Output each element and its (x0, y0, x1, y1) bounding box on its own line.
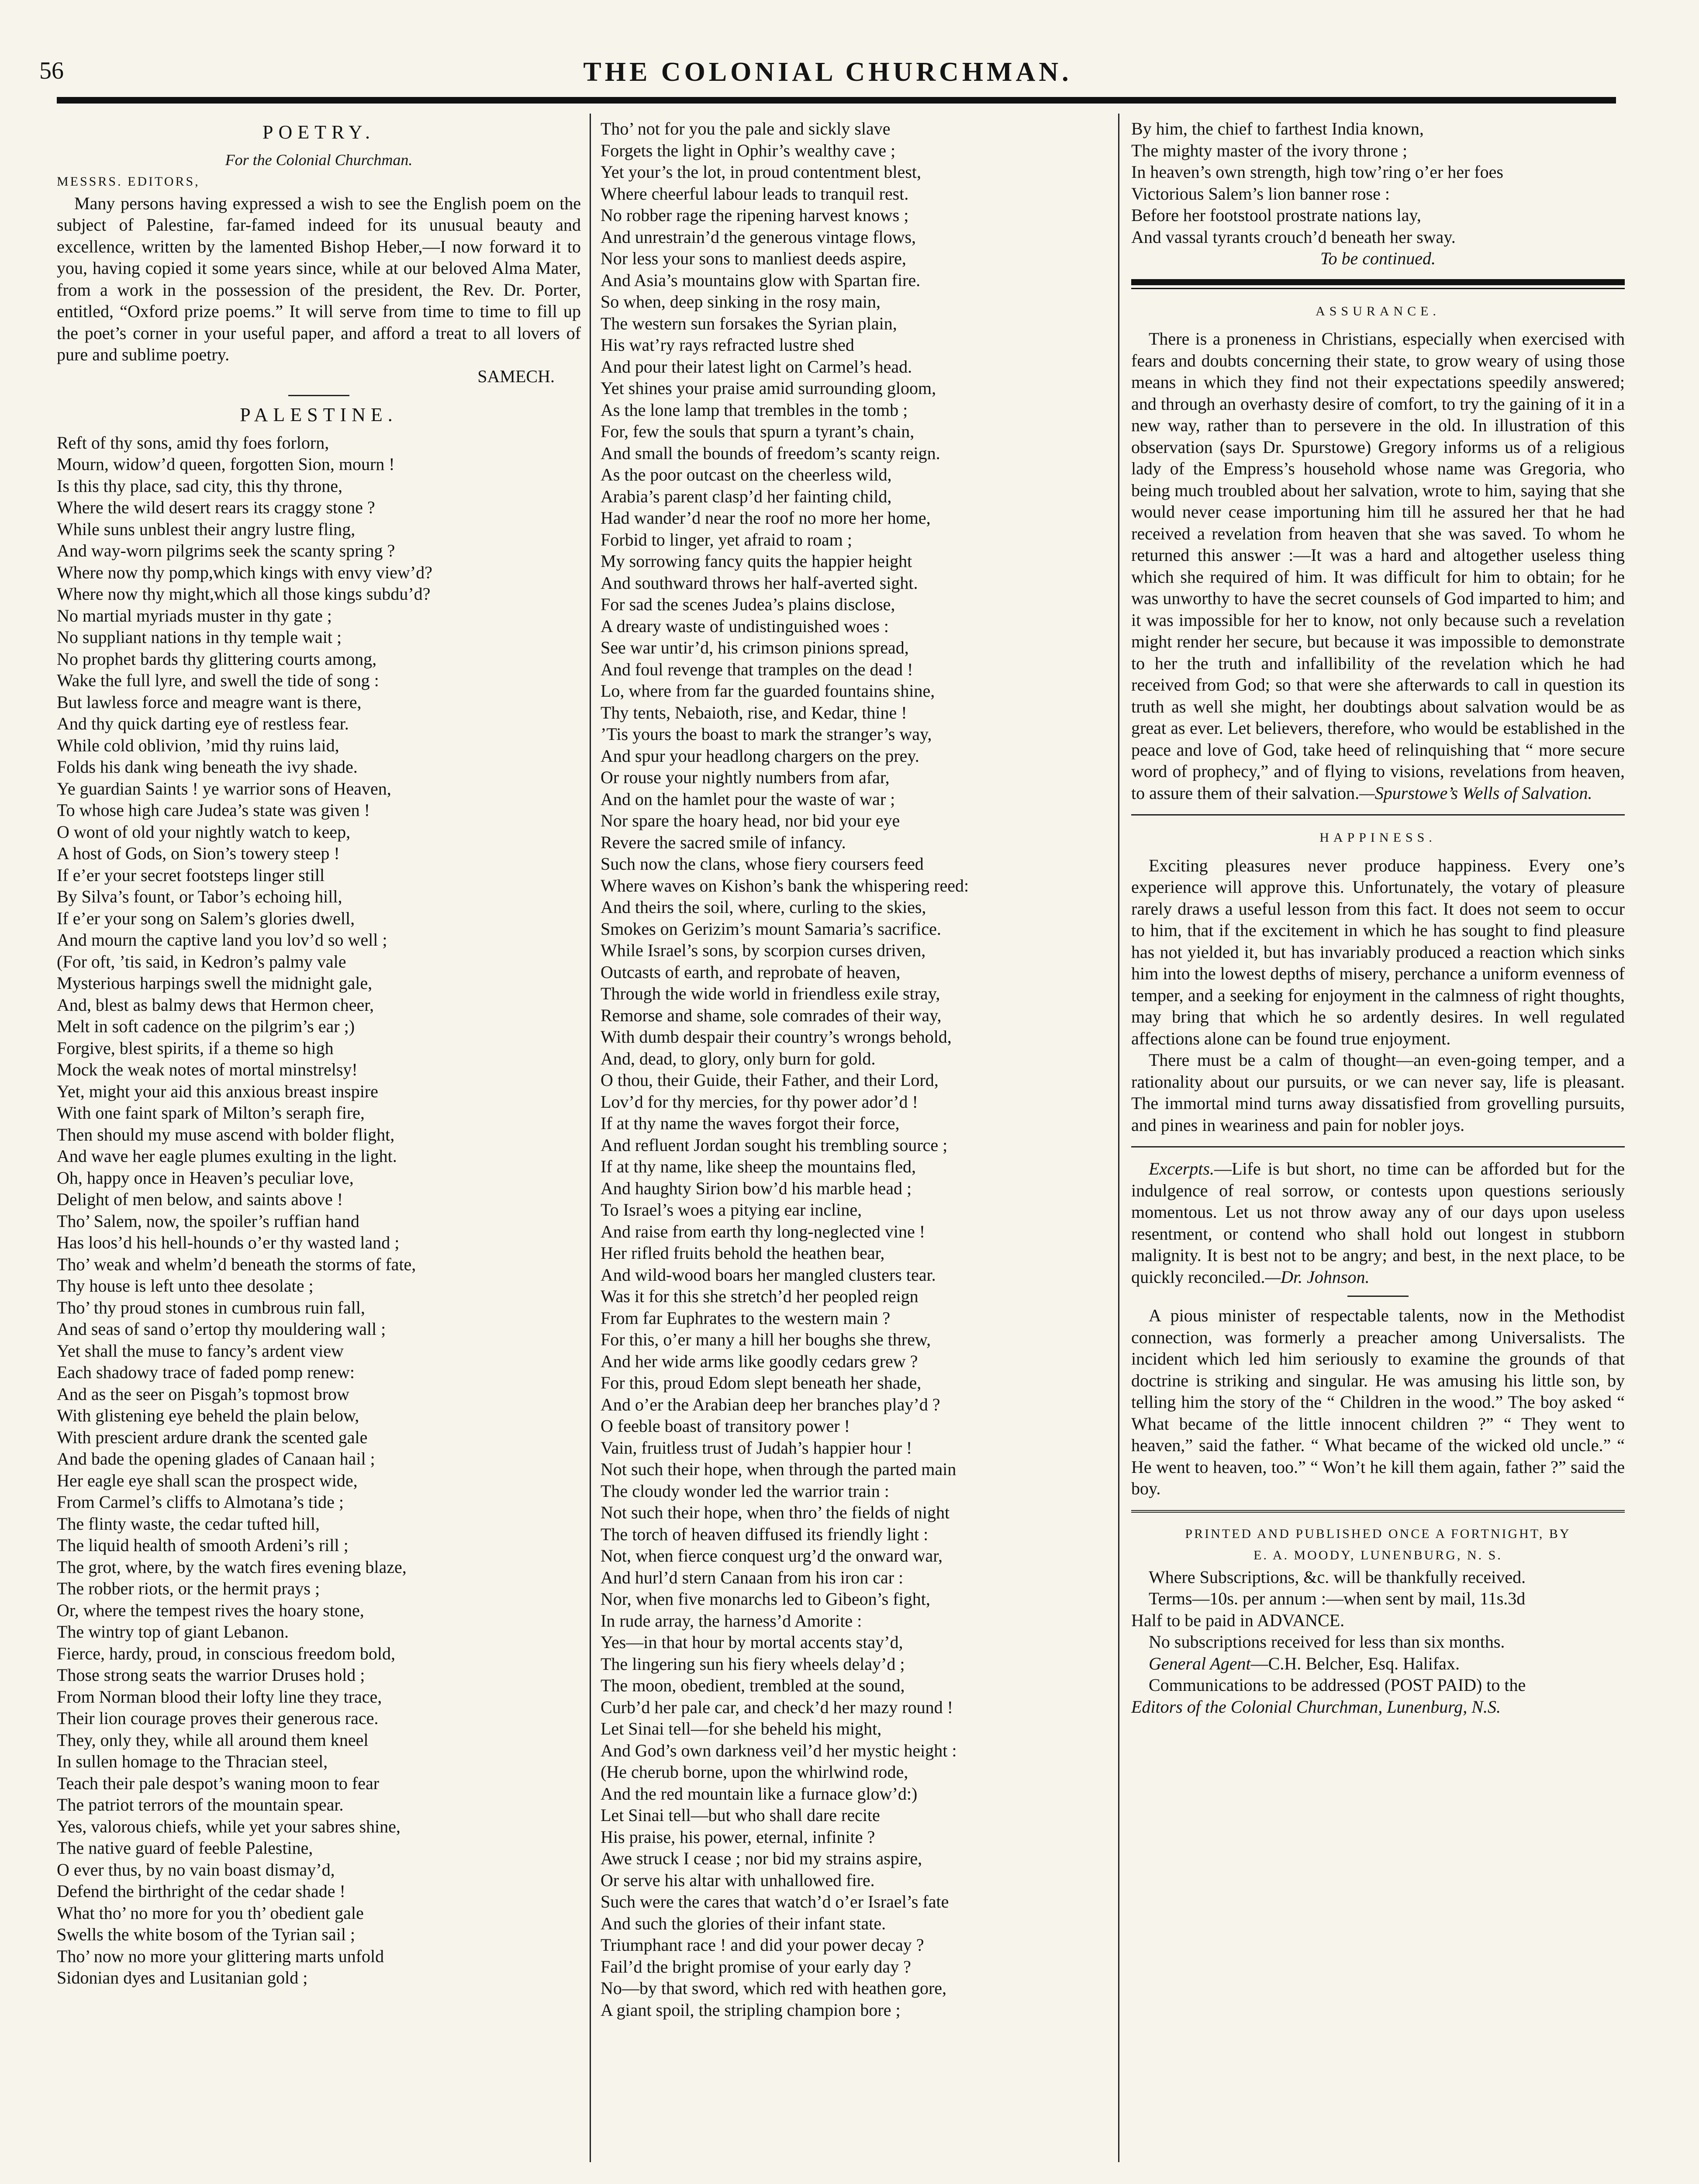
poem-line: And theirs the soil, where, curling to the skies, (601, 897, 926, 917)
poem-lines-column-3 (1131, 118, 1625, 248)
poem-line: Has loos’d his hell-hounds o’er thy wasted land ; (57, 1233, 400, 1252)
poem-line: Where the wild desert rears its craggy stone ? (57, 498, 375, 517)
poem-line: Yet, might your aid this anxious breast inspire (57, 1081, 378, 1101)
poem-line: And, dead, to glory, only burn for gold. (601, 1048, 876, 1068)
poem-line: The grot, where, by the watch fires evening blaze, (57, 1557, 407, 1577)
section-rule (1131, 279, 1625, 289)
poem-line: Let Sinai tell—for she beheld his might, (601, 1719, 882, 1738)
poem-line: Is this thy place, sad city, this thy throne, (57, 476, 342, 496)
poem-line: Curb’d her pale car, and check’d her mazy round ! (601, 1697, 953, 1717)
poem-line: And as the seer on Pisgah’s topmost brow (57, 1384, 349, 1404)
column-1 (57, 118, 581, 1989)
poem-line: From far Euphrates to the western main ? (601, 1308, 891, 1328)
poem-line: Before her footstool prostrate nations lay, (1131, 205, 1421, 225)
poem-line: Had wander’d near the roof no more her home, (601, 508, 931, 528)
poem-line: Wake the full lyre, and swell the tide of song : (57, 670, 379, 690)
imprint-line-1: PRINTED AND PUBLISHED ONCE A FORTNIGHT, BY (1185, 1526, 1571, 1541)
poem-line: No suppliant nations in thy temple wait ; (57, 627, 342, 647)
poem-line: What tho’ no more for you th’ obedient gale (57, 1903, 364, 1923)
poem-line: With prescient ardure drank the scented gale (57, 1427, 368, 1447)
poem-line: And wild-wood boars her mangled clusters tear. (601, 1265, 936, 1285)
excerpts-article (1131, 1158, 1625, 1288)
poem-lines-column-1 (57, 432, 581, 1989)
poem-line: Yes, valorous chiefs, while yet your sabres shine, (57, 1816, 401, 1836)
poem-line: No—by that sword, which red with heathen gore, (601, 1978, 947, 1998)
poem-line: Her rifled fruits behold the heathen bear, (601, 1243, 885, 1263)
poem-line: If at thy name the waves forgot their force, (601, 1113, 900, 1133)
poem-line: Then should my muse ascend with bolder flight, (57, 1124, 395, 1144)
poem-line: And on the hamlet pour the waste of war ; (601, 789, 895, 809)
poem-line: Oh, happy once in Heaven’s peculiar love, (57, 1168, 354, 1188)
poem-line: While Israel’s sons, by scorpion curses driven, (601, 940, 926, 960)
poem-line: Forbid to linger, yet afraid to roam ; (601, 529, 853, 549)
poem-line: O ever thus, by no vain boast dismay’d, (57, 1859, 335, 1880)
header-rule (57, 97, 1616, 104)
poem-line: His wat’ry rays refracted lustre shed (601, 335, 854, 355)
poem-line: The flinty waste, the cedar tufted hill, (57, 1514, 320, 1534)
poem-line: The mighty master of the ivory throne ; (1131, 140, 1408, 160)
excerpts-body: —Life is but short, no time can be afforded but for the indulgence of real sorrow, or contests upon questions seriously momentous. Let us not throw away any of our days upon useless resentment, or contend who shall hold out longest in stubborn malignity. It is best not to be angry; and best, in the next place, to be quickly reconciled. (1131, 1159, 1625, 1287)
poem-lines-column-2 (601, 118, 1112, 2021)
imprint-agent-value: —C.H. Belcher, Esq. Halifax. (1250, 1653, 1460, 1673)
poem-line: Such were the cares that watch’d o’er Israel’s fate (601, 1892, 949, 1911)
poem-line: Yet your’s the lot, in proud contentment blest, (601, 162, 922, 182)
poem-line: And hurl’d stern Canaan from his iron car : (601, 1567, 904, 1587)
poem-line: And thy quick darting eye of restless fear. (57, 714, 349, 733)
poem-line: For sad the scenes Judea’s plains disclose, (601, 594, 895, 614)
poem-line: Mourn, widow’d queen, forgotten Sion, mourn ! (57, 454, 395, 474)
poem-line: And her wide arms like goodly cedars grew ? (601, 1351, 918, 1371)
poem-line: By him, the chief to farthest India known, (1131, 119, 1424, 138)
happiness-paragraph-2: There must be a calm of thought—an even-going temper, and a rationality about our pursuits, or we can never say, life is pleasant. The immortal mind turns away dissatisfied from grovelling pursuits, and pines in weariness and pain for nobler joys. (1131, 1050, 1625, 1135)
poem-line: O feeble boast of transitory power ! (601, 1416, 850, 1436)
letter-salutation: MESSRS. EDITORS, (57, 174, 200, 189)
poem-line: Delight of men below, and saints above ! (57, 1189, 343, 1209)
poem-line: And God’s own darkness veil’d her mystic height : (601, 1740, 957, 1760)
poem-line: In heaven’s own strength, high tow’ring o’er her foes (1131, 162, 1503, 182)
imprint-line-6: No subscriptions received for less than six months. (1149, 1632, 1505, 1652)
poem-line: My sorrowing fancy quits the happier height (601, 551, 912, 571)
poem-line: Tho’ weak and whelm’d beneath the storms of fate, (57, 1254, 416, 1274)
column-divider (590, 114, 591, 2162)
poem-line: Where now thy pomp,which kings with envy view’d? (57, 562, 432, 582)
excerpts-label: Excerpts. (1149, 1159, 1214, 1178)
poem-line: And, blest as balmy dews that Hermon cheer, (57, 995, 374, 1015)
poem-line: And pour their latest light on Carmel’s head. (601, 356, 912, 377)
poem-line: Tho’ thy proud stones in cumbrous ruin fall, (57, 1297, 365, 1317)
poem-line: Their lion courage proves their generous race. (57, 1708, 379, 1728)
poem-line: Sidonian dyes and Lusitanian gold ; (57, 1968, 308, 1987)
poem-line: O wont of old your nightly watch to keep, (57, 822, 351, 842)
poem-line: And wave her eagle plumes exulting in the light. (57, 1146, 397, 1166)
letter-body: Many persons having expressed a wish to see the English poem on the subject of Palestine, far-famed indeed for its unusual beauty and excellence, written by the lamented Bishop Heber,—I now forward it to you, having copied it some years since, while at our beloved Alma Mater, from a work in the possession of the president, the Rev. Dr. Porter, entitled, “Oxford prize poems.” It will serve from time to time to fill up the poet’s corner in your useful paper, and afford a treat to all lovers of pure and sublime poetry. (57, 193, 581, 364)
poem-line: In sullen homage to the Thracian steel, (57, 1752, 328, 1771)
poem-line: Nor spare the hoary head, nor bid your eye (601, 811, 900, 830)
poem-line: To Israel’s woes a pitying ear incline, (601, 1200, 862, 1220)
poem-line: And spur your headlong chargers on the prey. (601, 746, 919, 766)
poem-line: No prophet bards thy glittering courts among, (57, 649, 377, 669)
poem-line: If e’er your secret footsteps linger still (57, 865, 325, 885)
poem-line: Teach their pale despot’s waning moon to fear (57, 1773, 380, 1793)
poem-line: From Norman blood their lofty line they trace, (57, 1686, 382, 1707)
poem-line: Defend the birthright of the cedar shade ! (57, 1881, 345, 1901)
poem-line: Tho’ Salem, now, the spoiler’s ruffian hand (57, 1211, 359, 1231)
poem-line: Revere the sacred smile of infancy. (601, 832, 846, 852)
poem-line: ’Tis yours the boast to mark the stranger’s way, (601, 724, 932, 744)
assurance-source: —Spurstowe’s Wells of Salvation. (1359, 783, 1592, 803)
column-2 (601, 118, 1112, 2021)
assurance-body: There is a proneness in Christians, especially when exercised with fears and doubts concerning their state, to grow weary of using those means in which they find not their expectations speedily answered; and through an overhasty desire of comfort, to try the gaining of it in a new way, rather than to persevere in the old. In illustration of this observation (says Dr. Spurstowe) Gregory informs us of a religious lady of the Empress’s household whose name was Gregoria, who being much troubled about her salvation, wrote to him, saying that she would never cease importuning him till he assured her that he had received a revelation from heaven that she was saved. To whom he returned this answer :—It was a hard and altogether useless thing which she required of him. It was difficult for him to obtain; for he was unworthy to have the secret counsels of God imparted to him; and it was impossible for her to know, not only because such a revelation might render her secure, but because it was impossible to demonstrate to her the truth and infallibility of the revelation which he had received from God; so that were she afterwards to call in question its truth as well she might, her doubtings about salvation would be as great as ever. Let believers, therefore, who would be established in the peace and love of God, take heed of relinquishing that “ more secure word of prophecy,” and of flying to visions, revelations from heaven, to assure them of their salvation. (1131, 329, 1625, 803)
poem-line: Tho’ not for you the pale and sickly slave (601, 119, 891, 138)
anecdote-article: A pious minister of respectable talents, now in the Methodist connection, was formerly a preacher among Universalists. The incident which led him seriously to examine the grounds of that doctrine is striking and singular. He was amusing his little son, by telling him the story of the “ Children in the wood.” The boy asked “ What became of the little innocent children ?” “ They went to heaven,” said the father. “ What became of the wicked old uncle.” “ He went to heaven, too.” “ Won’t he kill them again, father ?” said the boy. (1131, 1306, 1625, 1498)
column-divider (1118, 114, 1119, 2162)
poem-line: And refluent Jordan sought his trembling source ; (601, 1135, 948, 1155)
poem-line: And vassal tyrants crouch’d beneath her sway. (1131, 227, 1456, 247)
poem-line: And Asia’s mountains glow with Spartan fire. (601, 270, 921, 290)
poem-line: If at thy name, like sheep the mountains fled, (601, 1157, 916, 1176)
poem-line: Vain, fruitless trust of Judah’s happier hour ! (601, 1438, 912, 1458)
poem-line: Yet shines your praise amid surrounding gloom, (601, 378, 936, 398)
poem-line: As the lone lamp that trembles in the tomb ; (601, 400, 908, 420)
section-rule (1347, 1296, 1409, 1297)
imprint-agent-label: General Agent (1149, 1653, 1251, 1673)
poem-line: The torch of heaven diffused its friendly light : (601, 1524, 929, 1544)
poem-line: A dreary waste of undistinguished woes : (601, 616, 889, 636)
poem-line: For this, proud Edom slept beneath her shade, (601, 1373, 922, 1393)
poem-line: The patriot terrors of the mountain spear. (57, 1795, 344, 1814)
assurance-heading: ASSURANCE. (1316, 304, 1440, 318)
poem-line: Let Sinai tell—but who shall dare recite (601, 1805, 880, 1825)
poem-line: Swells the white bosom of the Tyrian sail ; (57, 1925, 356, 1944)
poem-line: The moon, obedient, trembled at the sound, (601, 1676, 905, 1695)
poem-line: Folds his dank wing beneath the ivy shade. (57, 757, 358, 777)
poem-title: PALESTINE. (240, 404, 398, 425)
poem-line: Through the wide world in friendless exile stray, (601, 984, 940, 1003)
poem-line: And mourn the captive land you lov’d so well ; (57, 930, 387, 950)
poem-line: The cloudy wonder led the warrior train : (601, 1481, 889, 1501)
poem-line: While cold oblivion, ’mid thy ruins laid, (57, 735, 339, 755)
poem-line: Forgets the light in Ophir’s wealthy cave ; (601, 140, 896, 160)
poetry-byline: For the Colonial Churchman. (225, 151, 413, 169)
poem-line: By Silva’s fount, or Tabor’s echoing hill, (57, 887, 342, 906)
poem-line: See war untir’d, his crimson pinions spread, (601, 638, 909, 657)
poem-line: Thy tents, Nebaioth, rise, and Kedar, thine ! (601, 702, 907, 722)
poem-line: But lawless force and meagre want is there, (57, 692, 362, 712)
poem-line: Mock the weak notes of mortal minstrelsy! (57, 1060, 358, 1079)
poem-line: Yes—in that hour by mortal accents stay’d, (601, 1632, 903, 1652)
poem-line: Those strong seats the warrior Druses hold ; (57, 1665, 365, 1685)
poem-line: And way-worn pilgrims seek the scanty spring ? (57, 541, 395, 560)
page-header (39, 57, 1616, 87)
poem-line: Each shadowy trace of faded pomp renew: (57, 1362, 355, 1382)
imprint-line-9: Editors of the Colonial Churchman, Lunenburg, N.S. (1131, 1697, 1501, 1717)
poem-line: No martial myriads muster in thy gate ; (57, 605, 332, 625)
poem-line: And such the glories of their infant state. (601, 1913, 886, 1933)
section-rule (1131, 1146, 1625, 1147)
poem-line: Or rouse your nightly numbers from afar, (601, 767, 890, 787)
assurance-article (1131, 328, 1625, 804)
poem-line: Arabia’s parent clasp’d her fainting child, (601, 486, 892, 506)
poem-line: To whose high care Judea’s state was given ! (57, 800, 370, 820)
poem-line: Nor less your sons to manliest deeds aspire, (601, 249, 906, 268)
poem-line: Lov’d for thy mercies, for thy power ador’d ! (601, 1092, 918, 1112)
imprint-line-2: E. A. MOODY, LUNENBURG, N. S. (1254, 1548, 1502, 1562)
masthead-title: THE COLONIAL CHURCHMAN. (583, 57, 1072, 87)
poem-line: Fail’d the bright promise of your early day ? (601, 1956, 911, 1977)
poem-line: And bade the opening glades of Canaan hail ; (57, 1449, 375, 1469)
poem-line: As the poor outcast on the cheerless wild, (601, 465, 892, 484)
happiness-heading: HAPPINESS. (1319, 830, 1437, 845)
poem-line: Victorious Salem’s lion banner rose : (1131, 183, 1390, 204)
poem-line: O thou, their Guide, their Father, and their Lord, (601, 1070, 939, 1090)
poem-line: And small the bounds of freedom’s scanty reign. (601, 443, 940, 463)
poem-line: (He cherub borne, upon the whirlwind rode, (601, 1762, 908, 1782)
poetry-heading: POETRY. (262, 121, 376, 143)
imprint-rule (1131, 1510, 1625, 1513)
poem-line: The western sun forsakes the Syrian plain, (601, 313, 897, 333)
poem-line: So when, deep sinking in the rosy main, (601, 292, 881, 311)
poem-line: They, only they, while all around them kneel (57, 1730, 369, 1750)
poem-line: The lingering sun his fiery wheels delay’d ; (601, 1654, 905, 1674)
poem-line: And seas of sand o’ertop thy mouldering wall ; (57, 1319, 386, 1339)
poem-line: Triumphant race ! and did your power decay ? (601, 1935, 924, 1955)
poem-line: Or, where the tempest rives the hoary stone, (57, 1600, 364, 1620)
poem-line: Lo, where from far the guarded fountains shine, (601, 681, 935, 701)
poem-line: (For oft, ’tis said, in Kedron’s palmy vale (57, 951, 346, 971)
poem-line: Such now the clans, whose fiery coursers feed (601, 854, 924, 874)
poem-line: And haughty Sirion bow’d his marble head ; (601, 1178, 912, 1198)
poem-line: No robber rage the ripening harvest knows ; (601, 205, 909, 225)
poem-line: From Carmel’s cliffs to Almotana’s tide ; (57, 1492, 344, 1512)
poem-line: Was it for this she stretch’d her peopled reign (601, 1286, 919, 1306)
poem-line: Awe struck I cease ; nor bid my strains aspire, (601, 1849, 922, 1868)
poem-line: Nor, when five monarchs led to Gibeon’s fight, (601, 1589, 930, 1609)
imprint-line-4: Terms—10s. per annum :—when sent by mail, 11s.3d (1149, 1589, 1526, 1608)
imprint-line-8: Communications to be addressed (POST PAID) to the (1149, 1675, 1526, 1695)
poem-line: Or serve his altar with unhallowed fire. (601, 1870, 875, 1890)
poem-line: And unrestrain’d the generous vintage flows, (601, 227, 916, 247)
poem-line: Not such their hope, when through the parted main (601, 1459, 957, 1479)
column-3 (1131, 118, 1625, 1717)
poem-line: For, few the souls that spurn a tyrant’s chain, (601, 422, 915, 441)
poem-line: Yet shall the muse to fancy’s ardent view (57, 1341, 344, 1361)
poem-line: And the red mountain like a furnace glow’d:) (601, 1783, 918, 1804)
poem-line: With glistening eye beheld the plain below, (57, 1406, 359, 1425)
poem-line: Her eagle eye shall scan the prospect wide, (57, 1470, 358, 1490)
poem-line: Not, when fierce conquest urg’d the onward war, (601, 1546, 943, 1565)
section-rule (288, 395, 349, 396)
poem-line: If e’er your song on Salem’s glories dwell, (57, 908, 355, 928)
poem-line: The native guard of feeble Palestine, (57, 1838, 313, 1858)
poem-line: Not such their hope, when thro’ the fields of night (601, 1503, 950, 1522)
poem-line: With dumb despair their country’s wrongs behold, (601, 1027, 952, 1047)
poem-line: Where waves on Kishon’s bank the whispering reed: (601, 875, 969, 895)
section-rule (1131, 814, 1625, 816)
poem-line: A host of Gods, on Sion’s towery steep ! (57, 843, 340, 863)
poem-line: For this, o’er many a hill her boughs she threw, (601, 1330, 931, 1349)
poem-line: Melt in soft cadence on the pilgrim’s ear ;) (57, 1016, 355, 1036)
poem-line: And raise from earth thy long-neglected vine ! (601, 1221, 925, 1241)
poem-line: While suns unblest their angry lustre fling, (57, 519, 356, 539)
poem-line: Smokes on Gerizim’s mount Samaria’s sacrifice. (601, 919, 941, 939)
poem-line: A giant spoil, the stripling champion bore ; (601, 2000, 901, 2020)
happiness-paragraph-1: Exciting pleasures never produce happiness. Every one’s experience will approve this. Unfortunately, the votary of pleasure rarely draws a useful lesson from this fact. It does not seem to occur to him, that if the excitement in which he has sought to find pleasure has not yielded it, but has invariably produced a reaction which sinks him into the lowest depths of misery, perchance a uniform evenness of temper, and a seeking for enjoyment in the calmness of right thoughts, may bring that which he so ardently desires. In well regulated affections alone can be found true enjoyment. (1131, 855, 1625, 1048)
letter-signature: SAMECH. (477, 366, 555, 386)
imprint-line-7 (1131, 1653, 1625, 1675)
poem-line: Reft of thy sons, amid thy foes forlorn, (57, 432, 329, 453)
imprint-line-5: Half to be paid in ADVANCE. (1131, 1610, 1345, 1630)
imprint-line-3: Where Subscriptions, &c. will be thankfully received. (1149, 1567, 1526, 1587)
poem-line: Where cheerful labour leads to tranquil rest. (601, 183, 909, 204)
poem-line: His praise, his power, eternal, infinite ? (601, 1827, 875, 1847)
poem-line: Forgive, blest spirits, if a theme so high (57, 1038, 334, 1058)
poem-line: Outcasts of earth, and reprobate of heaven, (601, 962, 901, 982)
poem-line: Ye guardian Saints ! ye warrior sons of Heaven, (57, 778, 391, 798)
poem-line: And southward throws her half-averted sight. (601, 573, 918, 593)
poem-line: Fierce, hardy, proud, in conscious freedom bold, (57, 1643, 395, 1663)
poem-line: And foul revenge that tramples on the dead ! (601, 659, 913, 679)
poem-line: Where now thy might,which all those kings subdu’d? (57, 584, 431, 604)
poem-line: Thy house is left unto thee desolate ; (57, 1276, 314, 1296)
poem-line: The robber riots, or the hermit prays ; (57, 1579, 320, 1598)
poem-line: Tho’ now no more your glittering marts unfold (57, 1946, 384, 1966)
poem-line: The wintry top of giant Lebanon. (57, 1622, 289, 1641)
to-be-continued: To be continued. (1320, 249, 1436, 268)
imprint-block (1131, 1523, 1625, 1718)
poem-line: In rude array, the harness’d Amorite : (601, 1610, 862, 1631)
page-number: 56 (39, 57, 64, 84)
poem-line: Mysterious harpings swell the midnight gale, (57, 973, 373, 993)
excerpts-source: —Dr. Johnson. (1265, 1267, 1370, 1287)
poem-line: Remorse and shame, sole comrades of their way, (601, 1005, 942, 1025)
poem-line: The liquid health of smooth Ardeni’s rill ; (57, 1535, 349, 1555)
poem-line: With one faint spark of Milton’s seraph fire, (57, 1103, 365, 1123)
poem-line: And o’er the Arabian deep her branches play’d ? (601, 1394, 940, 1414)
